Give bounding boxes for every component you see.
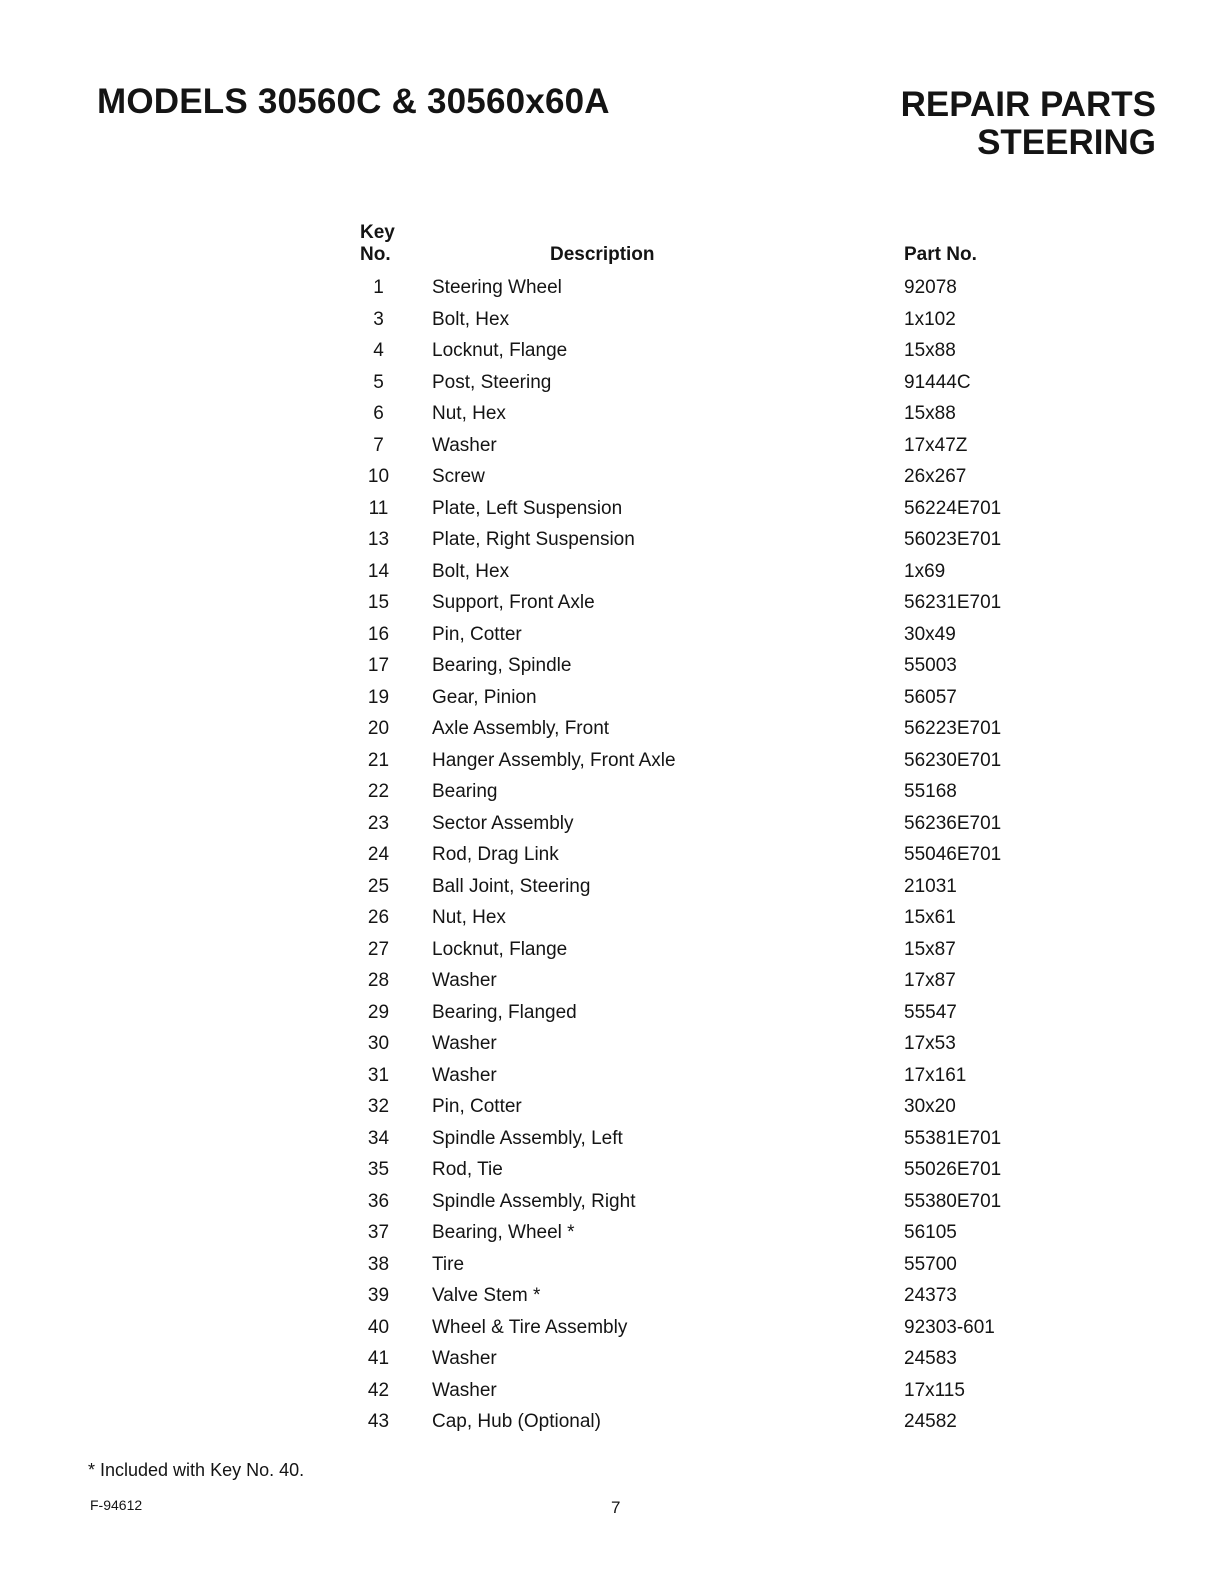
table-row <box>358 556 1034 588</box>
part-no-cell: 15x61 <box>904 907 956 928</box>
description-cell: Locknut, Flange <box>432 938 568 960</box>
description-cell: Valve Stem * <box>432 1285 541 1306</box>
key-no-cell: 11 <box>368 497 389 519</box>
section-title-steering: STEERING <box>977 123 1156 162</box>
description-cell: Sector Assembly <box>432 812 574 834</box>
key-no-cell: 32 <box>367 1096 390 1117</box>
description-cell: Tire <box>432 1253 465 1275</box>
table-row <box>358 1186 1034 1218</box>
part-no-cell: 17x47Z <box>904 434 968 456</box>
parts-table-body <box>358 272 1034 1438</box>
table-row <box>358 997 1034 1029</box>
models-title: MODELS 30560C & 30560x60A <box>97 82 610 121</box>
description-cell: Washer <box>432 1379 497 1401</box>
description-header: Description <box>550 244 655 265</box>
key-no-cell: 35 <box>367 1159 390 1180</box>
table-row <box>358 776 1034 808</box>
table-row <box>358 1028 1034 1060</box>
description-cell: Pin, Cotter <box>432 623 522 645</box>
table-row <box>358 965 1034 997</box>
key-no-cell: 14 <box>367 560 390 582</box>
key-no-cell: 29 <box>367 1001 390 1023</box>
part-no-cell: 56057 <box>904 686 957 708</box>
description-cell: Hanger Assembly, Front Axle <box>432 749 676 771</box>
part-no-cell: 30x49 <box>904 623 956 645</box>
table-row <box>358 934 1034 966</box>
key-header-line2: No. <box>360 244 391 265</box>
table-row <box>358 1406 1034 1438</box>
part-no-cell: 56224E701 <box>904 497 1002 519</box>
table-row <box>358 682 1034 714</box>
part-no-cell: 30x20 <box>904 1096 956 1117</box>
key-no-cell: 36 <box>367 1190 390 1212</box>
key-no-cell: 30 <box>367 1033 390 1054</box>
key-no-cell: 20 <box>367 718 390 739</box>
key-no-cell: 25 <box>367 875 390 897</box>
key-no-cell: 22 <box>367 781 390 802</box>
part-no-cell: 56023E701 <box>904 529 1002 550</box>
table-row <box>358 1091 1034 1123</box>
table-row <box>358 398 1034 430</box>
description-cell: Rod, Tie <box>432 1159 503 1180</box>
description-cell: Washer <box>432 1348 497 1369</box>
part-no-cell: 26x267 <box>904 466 967 487</box>
table-row <box>358 808 1034 840</box>
part-no-cell: 55003 <box>904 655 957 676</box>
part-no-cell: 24583 <box>904 1348 957 1369</box>
part-no-cell: 55380E701 <box>904 1190 1002 1212</box>
key-no-cell: 3 <box>373 308 384 330</box>
key-no-cell: 16 <box>367 623 390 645</box>
part-no-cell: 15x88 <box>904 340 956 361</box>
part-no-cell: 17x161 <box>904 1064 967 1086</box>
part-no-cell: 91444C <box>904 371 971 393</box>
part-no-cell: 17x87 <box>904 970 956 991</box>
part-no-cell: 56223E701 <box>904 718 1002 739</box>
key-no-cell: 39 <box>367 1285 390 1306</box>
key-no-cell: 42 <box>367 1379 390 1401</box>
key-no-cell: 40 <box>367 1316 390 1338</box>
table-row <box>358 1123 1034 1155</box>
part-no-cell: 56230E701 <box>904 749 1002 771</box>
part-no-cell: 56231E701 <box>904 592 1002 613</box>
table-row <box>358 272 1034 304</box>
description-cell: Axle Assembly, Front <box>432 718 610 739</box>
description-cell: Cap, Hub (Optional) <box>432 1411 601 1432</box>
part-no-cell: 17x115 <box>904 1379 965 1401</box>
part-no-cell: 24582 <box>904 1411 957 1432</box>
part-no-cell: 15x87 <box>904 938 956 960</box>
key-no-cell: 13 <box>367 529 390 550</box>
key-no-cell: 34 <box>367 1127 390 1149</box>
page-number: 7 <box>611 1498 621 1517</box>
description-cell: Pin, Cotter <box>432 1096 522 1117</box>
table-row <box>358 493 1034 525</box>
key-no-cell: 38 <box>367 1253 390 1275</box>
description-cell: Washer <box>432 434 497 456</box>
part-no-cell: 56105 <box>904 1222 957 1243</box>
table-row <box>358 1217 1034 1249</box>
parts-table-header-row <box>358 222 1034 272</box>
description-cell: Post, Steering <box>432 371 552 393</box>
form-number: F-94612 <box>90 1497 143 1513</box>
table-row <box>358 1249 1034 1281</box>
description-cell: Spindle Assembly, Left <box>432 1127 623 1149</box>
table-row <box>358 461 1034 493</box>
key-no-cell: 37 <box>367 1222 390 1243</box>
key-no-header <box>358 222 432 272</box>
section-title-repair-parts: REPAIR PARTS <box>900 85 1156 124</box>
description-cell: Washer <box>432 970 497 991</box>
table-row <box>358 650 1034 682</box>
key-no-cell: 41 <box>367 1348 390 1369</box>
part-no-header: Part No. <box>904 244 977 265</box>
description-cell: Bearing, Wheel * <box>432 1222 575 1243</box>
table-row <box>358 1280 1034 1312</box>
part-no-cell: 55026E701 <box>904 1159 1002 1180</box>
key-no-cell: 23 <box>367 812 390 834</box>
key-no-cell: 19 <box>367 686 390 708</box>
description-cell: Locknut, Flange <box>432 340 568 361</box>
key-header-line1: Key <box>360 222 395 243</box>
table-row <box>358 713 1034 745</box>
table-row <box>358 1343 1034 1375</box>
table-row <box>358 1154 1034 1186</box>
part-no-cell: 15x88 <box>904 403 956 424</box>
table-row <box>358 745 1034 777</box>
part-no-cell: 17x53 <box>904 1033 956 1054</box>
description-cell: Washer <box>432 1064 497 1086</box>
part-no-cell: 55547 <box>904 1001 957 1023</box>
table-row <box>358 587 1034 619</box>
table-row <box>358 430 1034 462</box>
part-no-cell: 92303-601 <box>904 1316 995 1338</box>
description-cell: Ball Joint, Steering <box>432 875 591 897</box>
section-title <box>901 86 1156 162</box>
key-no-cell: 6 <box>373 403 384 424</box>
table-row <box>358 839 1034 871</box>
description-cell: Plate, Left Suspension <box>432 497 623 519</box>
table-row <box>358 619 1034 651</box>
table-row <box>358 1060 1034 1092</box>
part-no-cell: 92078 <box>904 277 957 298</box>
key-no-cell: 5 <box>373 371 384 393</box>
part-no-cell: 55700 <box>904 1253 957 1275</box>
key-no-cell: 21 <box>367 749 390 771</box>
part-no-cell: 1x69 <box>904 560 946 582</box>
table-row <box>358 367 1034 399</box>
key-no-cell: 28 <box>367 970 390 991</box>
key-no-cell: 7 <box>373 434 384 456</box>
part-no-cell: 1x102 <box>904 308 956 330</box>
table-row <box>358 335 1034 367</box>
description-cell: Plate, Right Suspension <box>432 529 635 550</box>
key-no-cell: 15 <box>367 592 390 613</box>
description-cell: Bearing <box>432 781 498 802</box>
part-no-cell: 24373 <box>904 1285 957 1306</box>
table-row <box>358 902 1034 934</box>
description-cell: Screw <box>432 466 485 487</box>
parts-table <box>358 222 1034 1438</box>
key-no-cell: 24 <box>367 844 390 865</box>
table-row <box>358 524 1034 556</box>
part-no-cell: 55046E701 <box>904 844 1002 865</box>
key-no-cell: 43 <box>367 1411 390 1432</box>
description-cell: Gear, Pinion <box>432 686 537 708</box>
description-cell: Washer <box>432 1033 497 1054</box>
table-row <box>358 1312 1034 1344</box>
description-cell: Nut, Hex <box>432 907 506 928</box>
key-no-cell: 26 <box>367 907 390 928</box>
description-cell: Bearing, Flanged <box>432 1001 577 1023</box>
key-no-cell: 17 <box>367 655 390 676</box>
description-cell: Bolt, Hex <box>432 560 510 582</box>
key-no-cell: 4 <box>373 340 384 361</box>
footnote: * Included with Key No. 40. <box>88 1460 305 1480</box>
part-no-cell: 55381E701 <box>904 1127 1002 1149</box>
description-cell: Nut, Hex <box>432 403 506 424</box>
table-row <box>358 304 1034 336</box>
description-cell: Bearing, Spindle <box>432 655 572 676</box>
part-no-cell: 21031 <box>904 875 957 897</box>
description-cell: Spindle Assembly, Right <box>432 1190 636 1212</box>
description-cell: Bolt, Hex <box>432 308 510 330</box>
key-no-cell: 31 <box>367 1064 390 1086</box>
description-cell: Support, Front Axle <box>432 592 595 613</box>
table-row <box>358 1375 1034 1407</box>
key-no-cell: 1 <box>373 277 384 298</box>
key-no-cell: 27 <box>367 938 390 960</box>
description-cell: Steering Wheel <box>432 277 562 298</box>
description-cell: Rod, Drag Link <box>432 844 559 865</box>
description-cell: Wheel & Tire Assembly <box>432 1316 628 1338</box>
key-no-cell: 10 <box>367 466 390 487</box>
table-row <box>358 871 1034 903</box>
part-no-cell: 55168 <box>904 781 957 802</box>
part-no-cell: 56236E701 <box>904 812 1002 834</box>
